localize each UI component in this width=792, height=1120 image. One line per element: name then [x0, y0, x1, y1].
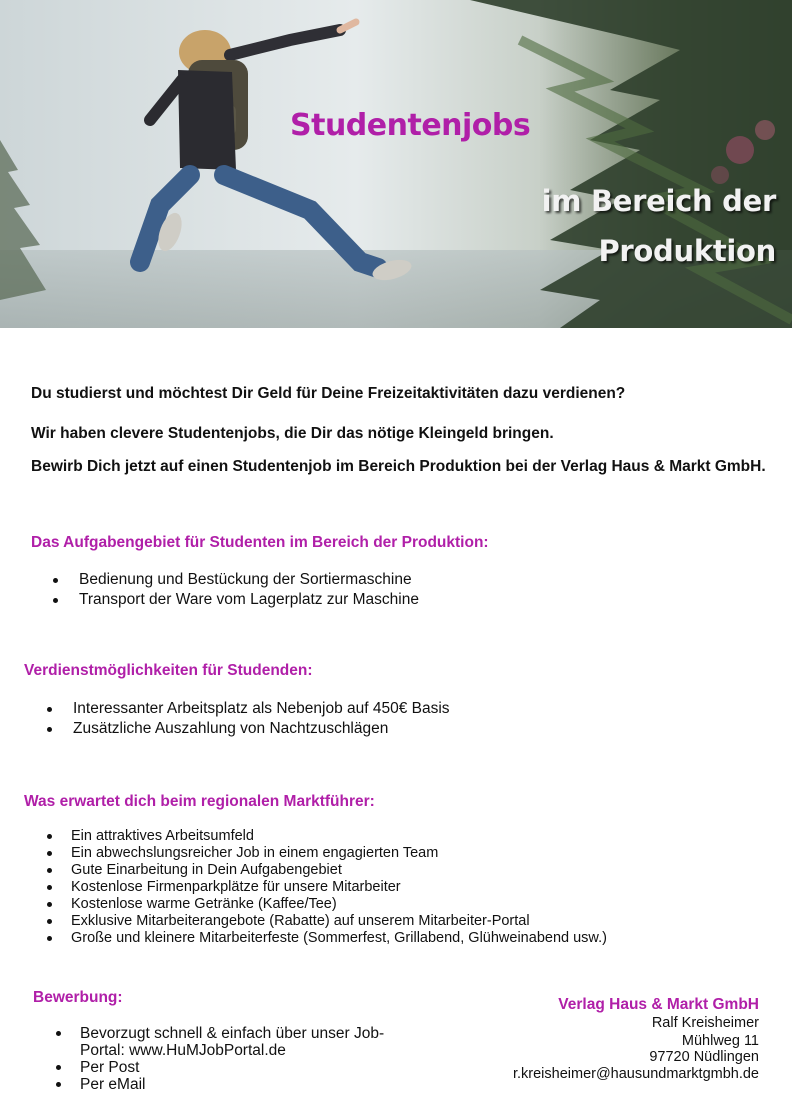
application-item-1-line1: Bevorzugt schnell & einfach über unser Job- [80, 1025, 385, 1042]
intro-line-3: Bewirb Dich jetzt auf einen Studentenjob im Bereich Produktion bei der Verlag Haus & Markt GmbH. [31, 458, 766, 475]
contact-city: 97720 Nüdlingen [649, 1049, 759, 1065]
application-item-1-line2: Portal: www.HuMJobPortal.de [80, 1042, 286, 1059]
hero-photo [0, 0, 792, 328]
list-item: Transport der Ware vom Lagerplatz zur Maschine [29, 590, 419, 610]
tasks-heading: Das Aufgabengebiet für Studenten im Bereich der Produktion: [31, 534, 489, 551]
benefits-heading: Was erwartet dich beim regionalen Marktführer: [24, 793, 375, 810]
list-item: Exklusive Mitarbeiterangebote (Rabatte) auf unserem Mitarbeiter-Portal [23, 913, 607, 930]
contact-person: Ralf Kreisheimer [651, 1015, 759, 1031]
list-item: Gute Einarbeitung in Dein Aufgabengebiet [23, 862, 607, 879]
tasks-list [29, 570, 419, 610]
list-item: Kostenlose Firmenparkplätze für unsere Mitarbeiter [23, 879, 607, 896]
list-item: Per eMail [30, 1076, 384, 1093]
list-item: Große und kleinere Mitarbeiterfeste (Sommerfest, Grillabend, Glühweinabend usw.) [23, 930, 607, 947]
list-item: Zusätzliche Auszahlung von Nachtzuschlägen [23, 719, 450, 739]
earnings-heading: Verdienstmöglichkeiten für Studenden: [24, 662, 313, 679]
contact-street: Mühlweg 11 [681, 1033, 759, 1049]
benefits-list [23, 828, 607, 947]
list-item: Kostenlose warme Getränke (Kaffee/Tee) [23, 896, 607, 913]
list-item: Ein abwechslungsreicher Job in einem engagierten Team [23, 845, 607, 862]
hero-title: Studentenjobs [290, 108, 531, 143]
hero-subtitle-line2: Produktion [598, 234, 776, 268]
application-list [30, 1025, 384, 1093]
list-item: Per Post [30, 1059, 384, 1076]
list-item: Interessanter Arbeitsplatz als Nebenjob auf 450€ Basis [23, 699, 450, 719]
list-item-continuation [30, 1042, 384, 1059]
earnings-list [23, 699, 450, 739]
contact-email[interactable]: r.kreisheimer@hausundmarktgmbh.de [512, 1066, 759, 1082]
intro-line-2: Wir haben clevere Studentenjobs, die Dir das nötige Kleingeld bringen. [31, 425, 554, 442]
list-item [30, 1025, 384, 1042]
list-item: Bedienung und Bestückung der Sortiermaschine [29, 570, 419, 590]
list-item: Ein attraktives Arbeitsumfeld [23, 828, 607, 845]
hero-subtitle-line1: im Bereich der [541, 184, 776, 218]
intro-line-1: Du studierst und möchtest Dir Geld für Deine Freizeitaktivitäten dazu verdienen? [31, 385, 626, 402]
application-heading: Bewerbung: [33, 989, 123, 1006]
contact-company: Verlag Haus & Markt GmbH [558, 996, 759, 1013]
hero-banner [0, 0, 792, 328]
